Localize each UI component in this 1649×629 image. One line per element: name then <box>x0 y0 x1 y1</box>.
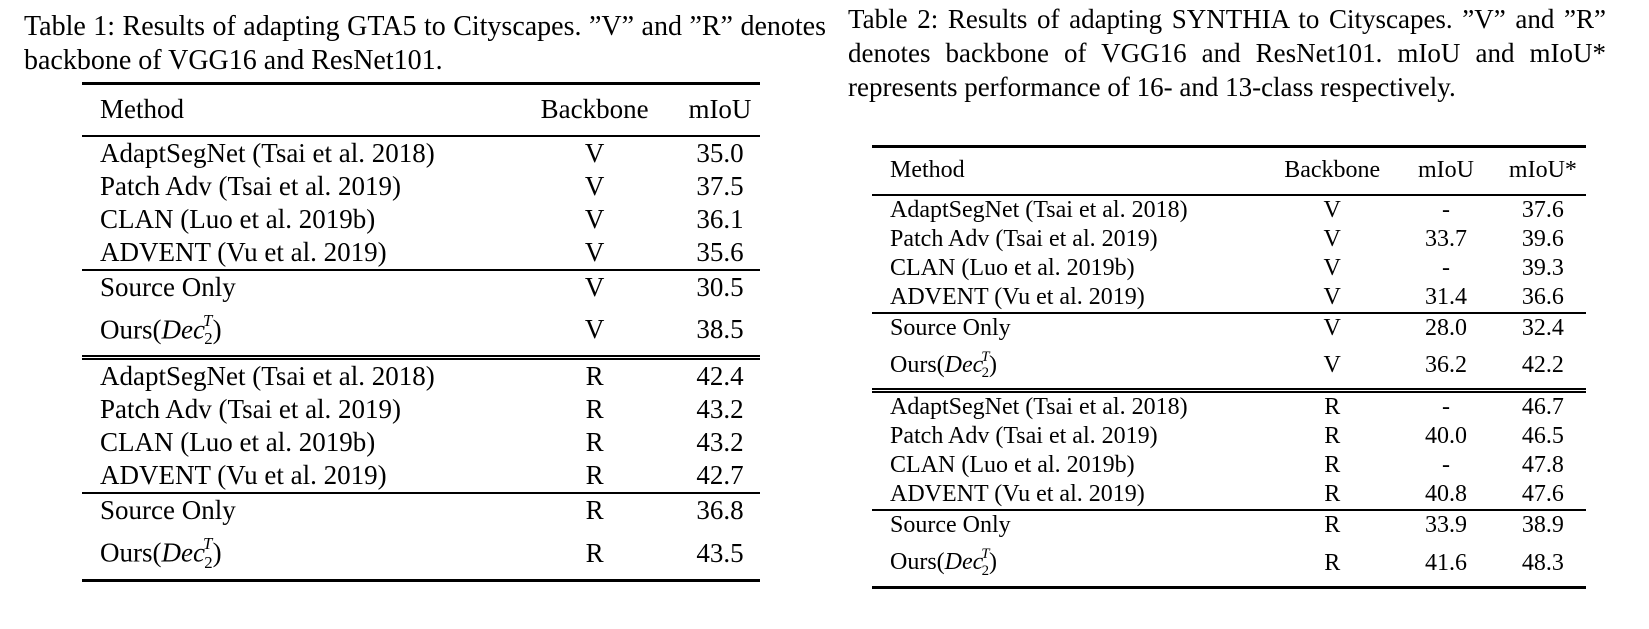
method-cell: Source Only <box>100 272 236 302</box>
miou-cell: 37.5 <box>696 171 744 201</box>
math-symbol: Dec <box>161 537 205 568</box>
backbone-cell: V <box>1323 255 1341 281</box>
miou-cell: 31.4 <box>1425 284 1467 310</box>
backbone-cell: V <box>1323 284 1341 310</box>
table-row <box>872 451 1586 480</box>
method-suffix: ) <box>989 352 998 379</box>
backbone-cell: R <box>1324 423 1341 450</box>
method-prefix: Ours( <box>100 537 162 568</box>
math-superscript: T <box>981 546 990 563</box>
method-cell: AdaptSegNet (Tsai et al. 2018) <box>890 394 1188 421</box>
table2 <box>872 145 1586 589</box>
math-superscript: T <box>202 311 213 330</box>
backbone-cell: R <box>585 427 604 458</box>
table-row <box>82 426 760 459</box>
method-cell: AdaptSegNet (Tsai et al. 2018) <box>890 197 1188 223</box>
method-cell: Patch Adv (Tsai et al. 2019) <box>100 171 402 201</box>
miou-cell-best: 38.5 <box>696 314 744 345</box>
math-symbol: Dec <box>161 314 205 345</box>
method-cell: ADVENT (Vu et al. 2019) <box>890 284 1145 310</box>
table-row <box>82 203 760 236</box>
method-cell <box>82 304 509 358</box>
table-row <box>82 236 760 270</box>
miou-cell: 36.8 <box>696 495 744 526</box>
method-cell: Source Only <box>890 315 1011 341</box>
miou13-cell-best: 48.3 <box>1521 549 1564 576</box>
table-row <box>872 195 1586 225</box>
backbone-cell: R <box>1324 452 1341 479</box>
table-row <box>872 540 1586 587</box>
table-row <box>872 391 1586 423</box>
table-row <box>872 313 1586 343</box>
table2-header-backbone: Backbone <box>1284 157 1381 183</box>
method-cell: AdaptSegNet (Tsai et al. 2018) <box>100 138 435 168</box>
miou13-cell: 36.6 <box>1521 284 1564 310</box>
method-cell: Patch Adv (Tsai et al. 2019) <box>890 423 1158 450</box>
table1 <box>82 82 760 582</box>
method-suffix: ) <box>212 314 222 345</box>
method-cell: Patch Adv (Tsai et al. 2019) <box>100 394 402 425</box>
miou-cell: - <box>1442 394 1450 421</box>
miou-cell: - <box>1442 255 1450 281</box>
miou-cell: 40.0 <box>1425 423 1467 450</box>
table-row <box>872 422 1586 451</box>
miou13-cell: 32.4 <box>1521 315 1564 341</box>
method-cell: ADVENT (Vu et al. 2019) <box>100 237 387 267</box>
miou13-cell: 38.9 <box>1521 512 1564 539</box>
table-row <box>872 225 1586 254</box>
table-row <box>82 270 760 304</box>
backbone-cell: V <box>1323 315 1341 341</box>
backbone-cell: V <box>584 204 605 234</box>
table-row <box>82 393 760 426</box>
miou-cell: 33.9 <box>1425 512 1467 539</box>
miou-cell: 36.1 <box>696 204 744 234</box>
backbone-cell: R <box>585 537 604 568</box>
backbone-cell: V <box>584 171 605 201</box>
backbone-cell: R <box>585 394 604 425</box>
miou-cell: 42.7 <box>696 460 744 491</box>
table1-header-backbone: Backbone <box>540 94 649 124</box>
table2-header-miou13: mIoU* <box>1508 157 1577 183</box>
math-subscript: 2 <box>981 365 990 382</box>
table1-header-miou: mIoU <box>688 94 752 124</box>
method-cell: Source Only <box>890 512 1011 539</box>
miou13-cell: 46.5 <box>1521 423 1564 450</box>
table-row <box>82 459 760 493</box>
method-prefix: Ours( <box>890 352 945 379</box>
method-cell <box>872 343 1254 391</box>
method-cell <box>82 527 509 580</box>
math-superscript: T <box>202 534 213 554</box>
backbone-cell: V <box>1323 226 1341 252</box>
table-row <box>872 480 1586 510</box>
miou-cell: 35.0 <box>696 138 744 168</box>
miou-cell: 33.7 <box>1425 226 1467 252</box>
miou-cell: 40.8 <box>1425 481 1467 508</box>
math-subscript: 2 <box>204 329 213 349</box>
backbone-cell: V <box>584 314 605 345</box>
miou-cell: 43.2 <box>696 427 744 458</box>
miou-cell-best: 43.5 <box>696 537 744 568</box>
math-superscript: T <box>981 349 990 365</box>
table2-caption: Table 2: Results of adapting SYNTHIA to Cityscapes. ”V” and ”R” denotes backbone of VGG16 and ResNet101. mIoU and mIoU* represents performance of 16- and 13-class respectively. <box>848 4 1606 102</box>
backbone-cell: V <box>1323 352 1341 379</box>
miou-cell-best: 41.6 <box>1425 549 1467 576</box>
method-cell <box>872 540 1254 587</box>
miou-cell: - <box>1442 197 1450 223</box>
math-subscript: 2 <box>204 552 213 572</box>
miou-cell: 30.5 <box>696 272 744 302</box>
method-cell: ADVENT (Vu et al. 2019) <box>100 460 387 491</box>
backbone-cell: V <box>584 237 605 267</box>
table-row <box>82 493 760 527</box>
miou13-cell: 47.8 <box>1521 452 1564 479</box>
miou13-cell: 47.6 <box>1521 481 1564 508</box>
backbone-cell: R <box>1324 549 1341 576</box>
math-subscript: 2 <box>981 562 990 579</box>
backbone-cell: R <box>1324 394 1341 421</box>
miou-cell: - <box>1442 452 1450 479</box>
table1-caption: Table 1: Results of adapting GTA5 to Cityscapes. ”V” and ”R” denotes backbone of VGG16 and ResNet101. <box>24 11 826 76</box>
miou13-cell: 46.7 <box>1521 394 1564 421</box>
backbone-cell: R <box>585 361 604 392</box>
backbone-cell: R <box>1324 512 1341 539</box>
method-suffix: ) <box>212 537 222 568</box>
miou-cell: 35.6 <box>696 237 744 267</box>
method-cell: ADVENT (Vu et al. 2019) <box>890 481 1145 508</box>
miou13-cell: 39.3 <box>1521 255 1564 281</box>
table-row <box>872 283 1586 313</box>
backbone-cell: V <box>584 138 605 168</box>
table-row <box>82 304 760 358</box>
table2-header-miou: mIoU <box>1418 157 1474 183</box>
table1-header-method: Method <box>100 94 184 124</box>
table-row <box>872 254 1586 283</box>
backbone-cell: R <box>585 495 604 526</box>
backbone-cell: R <box>585 460 604 491</box>
table-row <box>82 136 760 170</box>
miou-cell: 43.2 <box>696 394 744 425</box>
miou-cell-best: 36.2 <box>1425 352 1467 379</box>
method-prefix: Ours( <box>100 314 162 345</box>
table-row <box>82 170 760 203</box>
table2-header-method: Method <box>890 157 965 183</box>
method-cell: Patch Adv (Tsai et al. 2019) <box>890 226 1158 252</box>
miou-cell: 42.4 <box>696 361 744 392</box>
miou13-cell: 39.6 <box>1521 226 1564 252</box>
method-cell: Source Only <box>100 495 236 526</box>
table-row <box>82 358 760 394</box>
method-cell: CLAN (Luo et al. 2019b) <box>890 452 1135 479</box>
backbone-cell: V <box>584 272 605 302</box>
backbone-cell: V <box>1323 197 1341 223</box>
method-prefix: Ours( <box>890 549 945 576</box>
miou13-cell-best: 42.2 <box>1521 352 1564 379</box>
table-row <box>872 510 1586 540</box>
table-row <box>872 343 1586 391</box>
method-cell: CLAN (Luo et al. 2019b) <box>890 255 1135 281</box>
method-cell: CLAN (Luo et al. 2019b) <box>100 427 376 458</box>
method-cell: CLAN (Luo et al. 2019b) <box>100 204 376 234</box>
math-symbol: Dec <box>944 352 984 379</box>
math-symbol: Dec <box>944 549 984 576</box>
backbone-cell: R <box>1324 481 1341 508</box>
miou-cell: 28.0 <box>1425 315 1467 341</box>
table-row <box>82 527 760 580</box>
miou13-cell: 37.6 <box>1521 197 1564 223</box>
method-cell: AdaptSegNet (Tsai et al. 2018) <box>100 361 435 392</box>
method-suffix: ) <box>989 549 998 576</box>
